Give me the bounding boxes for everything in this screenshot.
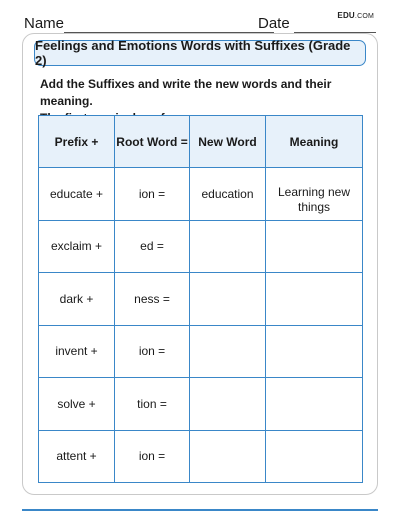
meaning-cell[interactable]: Learning new things: [266, 168, 363, 221]
brand-suffix: .COM: [354, 13, 374, 20]
root-cell: tion =: [115, 378, 190, 431]
new-word-cell[interactable]: [190, 430, 266, 483]
instructions-line-1: Add the Suffixes and write the new words and their meaning.: [40, 77, 332, 108]
worksheet-title: Feelings and Emotions Words with Suffixes (Grade 2): [34, 40, 366, 66]
suffix-table: [38, 115, 363, 483]
meaning-cell[interactable]: [266, 220, 363, 273]
root-cell: ness =: [115, 273, 190, 326]
root-cell: ion =: [115, 168, 190, 221]
new-word-cell[interactable]: education: [190, 168, 266, 221]
prefix-cell: attent +: [39, 430, 115, 483]
table-header-row: [39, 116, 363, 168]
new-word-cell[interactable]: [190, 378, 266, 431]
new-word-cell[interactable]: [190, 220, 266, 273]
bottom-accent-bar: [0, 503, 400, 517]
date-label: Date: [258, 15, 290, 32]
meaning-cell[interactable]: [266, 378, 363, 431]
table-row: [39, 220, 363, 273]
prefix-cell: educate +: [39, 168, 115, 221]
column-header-meaning: Meaning: [266, 116, 363, 168]
table-row: [39, 430, 363, 483]
table-row: [39, 378, 363, 431]
meaning-cell[interactable]: [266, 430, 363, 483]
root-cell: ion =: [115, 325, 190, 378]
prefix-cell: solve +: [39, 378, 115, 431]
new-word-cell[interactable]: [190, 325, 266, 378]
column-header-root-word: Root Word =: [115, 116, 190, 168]
name-label: Name: [24, 15, 65, 32]
prefix-cell: invent +: [39, 325, 115, 378]
meaning-cell[interactable]: [266, 273, 363, 326]
column-header-prefix: Prefix +: [39, 116, 115, 168]
prefix-cell: exclaim +: [39, 220, 115, 273]
table-row: [39, 168, 363, 221]
new-word-cell[interactable]: [190, 273, 266, 326]
table-row: [39, 325, 363, 378]
prefix-cell: dark +: [39, 273, 115, 326]
table-row: [39, 273, 363, 326]
meaning-cell[interactable]: [266, 325, 363, 378]
header-line: [24, 6, 376, 30]
root-cell: ed =: [115, 220, 190, 273]
brand-name: EDU: [337, 11, 355, 20]
root-cell: ion =: [115, 430, 190, 483]
brand-logo: [337, 11, 374, 20]
column-header-new-word: New Word: [190, 116, 266, 168]
